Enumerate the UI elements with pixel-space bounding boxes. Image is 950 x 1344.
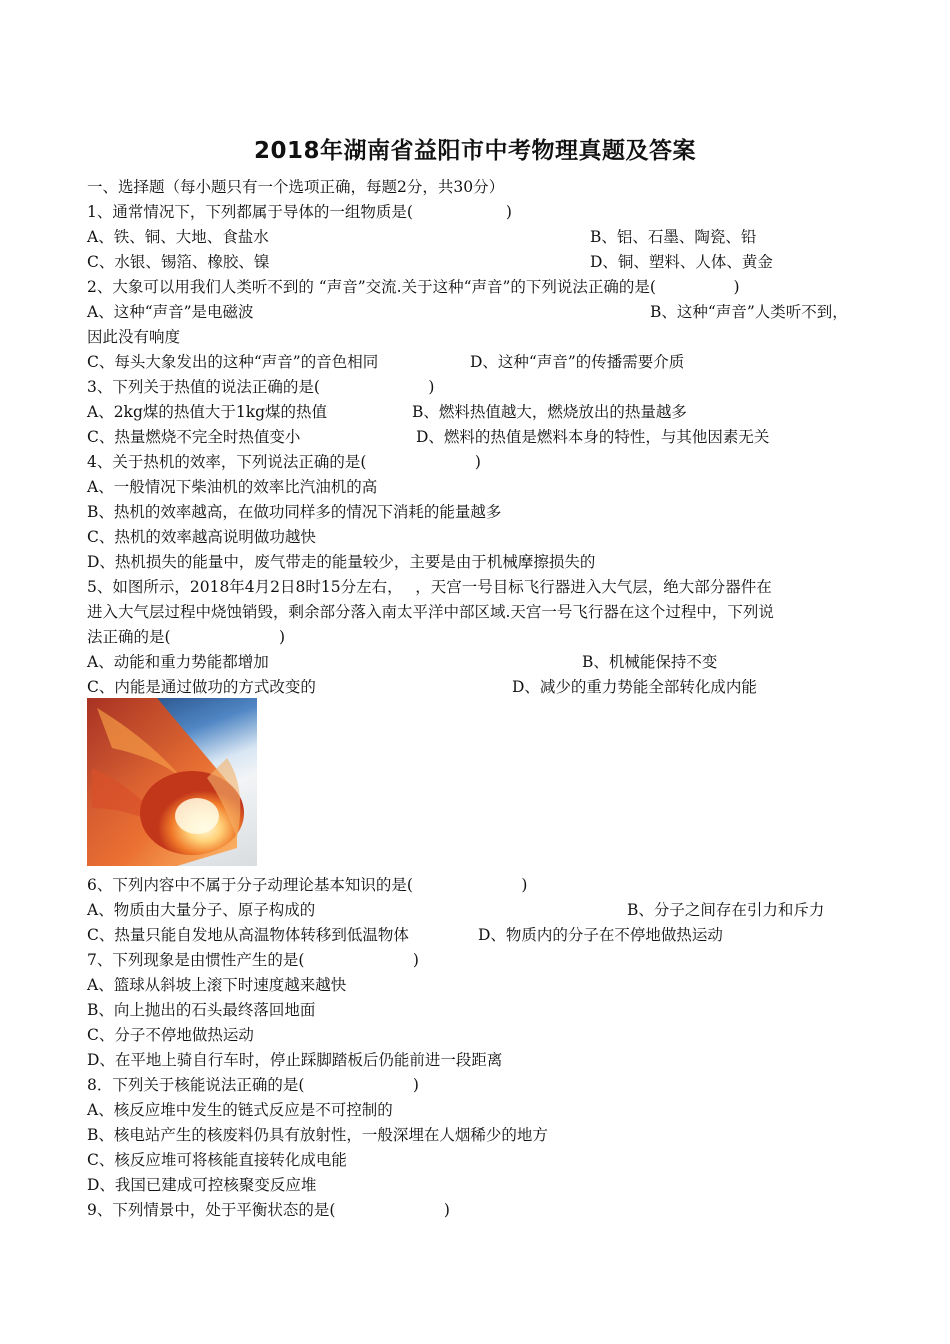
question-9-stem: 9、下列情景中，处于平衡状态的是( ) bbox=[87, 1201, 450, 1219]
question-2-option-b: B、这种“声音”人类听不到， bbox=[650, 303, 848, 321]
question-3-option-d: D、燃料的热值是燃料本身的特性，与其他因素无关 bbox=[416, 428, 770, 446]
question-6-option-d: D、物质内的分子在不停地做热运动 bbox=[478, 926, 723, 944]
question-4-option-d: D、热机损失的能量中，废气带走的能量较少，主要是由于机械摩擦损失的 bbox=[87, 553, 596, 571]
question-2-option-a: A、这种“声音”是电磁波 bbox=[87, 303, 254, 321]
question-7-option-a: A、篮球从斜坡上滚下时速度越来越快 bbox=[87, 976, 347, 994]
question-8-stem: 8．下列关于核能说法正确的是( ) bbox=[87, 1076, 419, 1094]
question-2-option-b-continued: 因此没有响度 bbox=[87, 328, 181, 346]
question-3-option-a: A、2kg煤的热值大于1kg煤的热值 bbox=[87, 403, 328, 421]
question-7-stem: 7、下列现象是由惯性产生的是( ) bbox=[87, 951, 419, 969]
question-7-option-b: B、向上抛出的石头最终落回地面 bbox=[87, 1001, 316, 1019]
question-5-stem-line-2: 进入大气层过程中烧蚀销毁，剩余部分落入南太平洋中部区域.天宫一号飞行器在这个过程中，下列说 bbox=[87, 603, 774, 621]
question-3-stem: 3、下列关于热值的说法正确的是( ) bbox=[87, 378, 435, 396]
question-4-option-a: A、一般情况下柴油机的效率比汽油机的高 bbox=[87, 478, 378, 496]
question-8-option-c: C、核反应堆可将核能直接转化成电能 bbox=[87, 1151, 347, 1169]
question-7-option-d: D、在平地上骑自行车时，停止踩脚踏板后仍能前进一段距离 bbox=[87, 1051, 503, 1069]
reentry-flame-illustration bbox=[87, 698, 257, 866]
question-5-stem-line-3: 法正确的是( ) bbox=[87, 628, 286, 646]
question-5-stem-line-1: 5、如图所示，2018年4月2日8时15分左右， ，天宫一号目标飞行器进入大气层，绝大部分器件在 bbox=[87, 578, 772, 596]
question-5-option-c: C、内能是通过做功的方式改变的 bbox=[87, 678, 316, 696]
question-6-option-c: C、热量只能自发地从高温物体转移到低温物体 bbox=[87, 926, 409, 944]
question-6-stem: 6、下列内容中不属于分子动理论基本知识的是( ) bbox=[87, 876, 528, 894]
question-6-option-a: A、物质由大量分子、原子构成的 bbox=[87, 901, 316, 919]
reentry-spacecraft-image bbox=[87, 698, 257, 866]
question-4-option-b: B、热机的效率越高，在做功同样多的情况下消耗的能量越多 bbox=[87, 503, 502, 521]
question-6-option-b: B、分子之间存在引力和斥力 bbox=[627, 901, 825, 919]
question-7-option-c: C、分子不停地做热运动 bbox=[87, 1026, 254, 1044]
question-2-stem: 2、大象可以用我们人类听不到的 “声音”交流.关于这种“声音”的下列说法正确的是( ) bbox=[87, 278, 740, 296]
question-5-option-d: D、减少的重力势能全部转化成内能 bbox=[512, 678, 757, 696]
question-5-option-a: A、动能和重力势能都增加 bbox=[87, 653, 269, 671]
question-8-option-d: D、我国已建成可控核聚变反应堆 bbox=[87, 1176, 317, 1194]
question-4-stem: 4、关于热机的效率，下列说法正确的是( ) bbox=[87, 453, 481, 471]
page-title: 2018年湖南省益阳市中考物理真题及答案 bbox=[253, 138, 696, 164]
question-5-option-b: B、机械能保持不变 bbox=[582, 653, 718, 671]
question-2-option-c: C、每头大象发出的这种“声音”的音色相同 bbox=[87, 353, 379, 371]
question-1-option-d: D、铜、塑料、人体、黄金 bbox=[590, 253, 773, 271]
question-4-option-c: C、热机的效率越高说明做功越快 bbox=[87, 528, 316, 546]
question-1-option-c: C、水银、锡箔、橡胶、镍 bbox=[87, 253, 270, 271]
section-heading: 一、选择题（每小题只有一个选项正确，每题2分，共30分） bbox=[87, 178, 505, 196]
question-3-option-c: C、热量燃烧不完全时热值变小 bbox=[87, 428, 301, 446]
question-1-stem: 1、通常情况下，下列都属于导体的一组物质是( ) bbox=[87, 203, 512, 221]
question-8-option-b: B、核电站产生的核废料仍具有放射性，一般深埋在人烟稀少的地方 bbox=[87, 1126, 548, 1144]
question-3-option-b: B、燃料热值越大，燃烧放出的热量越多 bbox=[412, 403, 687, 421]
question-1-option-b: B、铝、石墨、陶瓷、铅 bbox=[590, 228, 757, 246]
question-2-option-d: D、这种“声音”的传播需要介质 bbox=[470, 353, 685, 371]
question-1-option-a: A、铁、铜、大地、食盐水 bbox=[87, 228, 269, 246]
question-8-option-a: A、核反应堆中发生的链式反应是不可控制的 bbox=[87, 1101, 393, 1119]
